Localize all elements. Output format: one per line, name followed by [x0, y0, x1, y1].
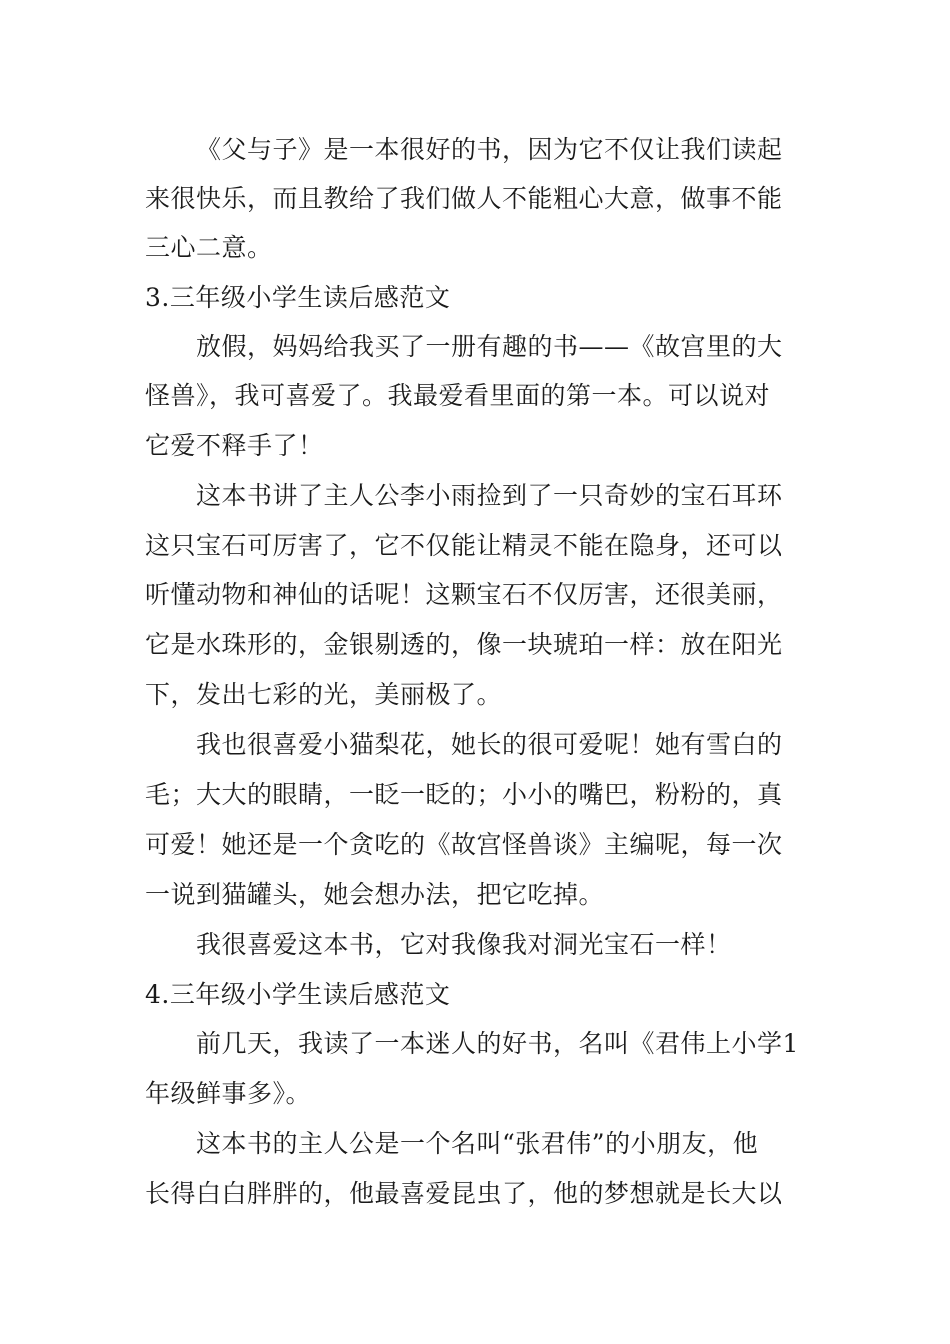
paragraph-line: 这本书的主人公是一个名叫“张君伟”的小朋友，他	[196, 1129, 759, 1158]
paragraph-line: 这只宝石可厉害了，它不仅能让精灵不能在隐身，还可以	[145, 531, 783, 560]
paragraph-line: 它是水珠形的，金银剔透的，像一块琥珀一样：放在阳光	[145, 630, 783, 659]
section-heading: 3.三年级小学生读后感范文	[145, 283, 451, 312]
paragraph-line: 这本书讲了主人公李小雨捡到了一只奇妙的宝石耳环	[196, 481, 783, 510]
paragraph-line: 年级鲜事多》。	[145, 1079, 312, 1108]
paragraph-line: 我很喜爱这本书，它对我像我对洞光宝石一样！	[196, 930, 732, 959]
paragraph-line: 怪兽》，我可喜爱了。我最爱看里面的第一本。可以说对	[145, 381, 771, 410]
paragraph-line: 一说到猫罐头，她会想办法，把它吃掉。	[145, 880, 605, 909]
paragraph-line: 我也很喜爱小猫梨花，她长的很可爱呢！她有雪白的	[196, 730, 783, 759]
paragraph-line: 来很快乐，而且教给了我们做人不能粗心大意，做事不能	[145, 184, 783, 213]
paragraph-line: 它爱不释手了！	[145, 431, 324, 460]
paragraph-line: 听懂动物和神仙的话呢！这颗宝石不仅厉害，还很美丽，	[145, 580, 783, 609]
paragraph-line: 三心二意。	[145, 233, 273, 262]
section-heading: 4.三年级小学生读后感范文	[145, 980, 451, 1009]
paragraph-line: 《父与子》是一本很好的书，因为它不仅让我们读起	[196, 135, 783, 164]
paragraph-line: 可爱！她还是一个贪吃的《故宫怪兽谈》主编呢，每一次	[145, 830, 783, 859]
paragraph-line: 长得白白胖胖的，他最喜爱昆虫了，他的梦想就是长大以	[145, 1179, 783, 1208]
paragraph-line: 放假，妈妈给我买了一册有趣的书——《故宫里的大	[196, 332, 783, 361]
paragraph-line: 下，发出七彩的光，美丽极了。	[145, 680, 503, 709]
paragraph-line: 前几天，我读了一本迷人的好书，名叫《君伟上小学1	[196, 1029, 799, 1058]
paragraph-line: 毛；大大的眼睛，一眨一眨的；小小的嘴巴，粉粉的，真	[145, 780, 783, 809]
